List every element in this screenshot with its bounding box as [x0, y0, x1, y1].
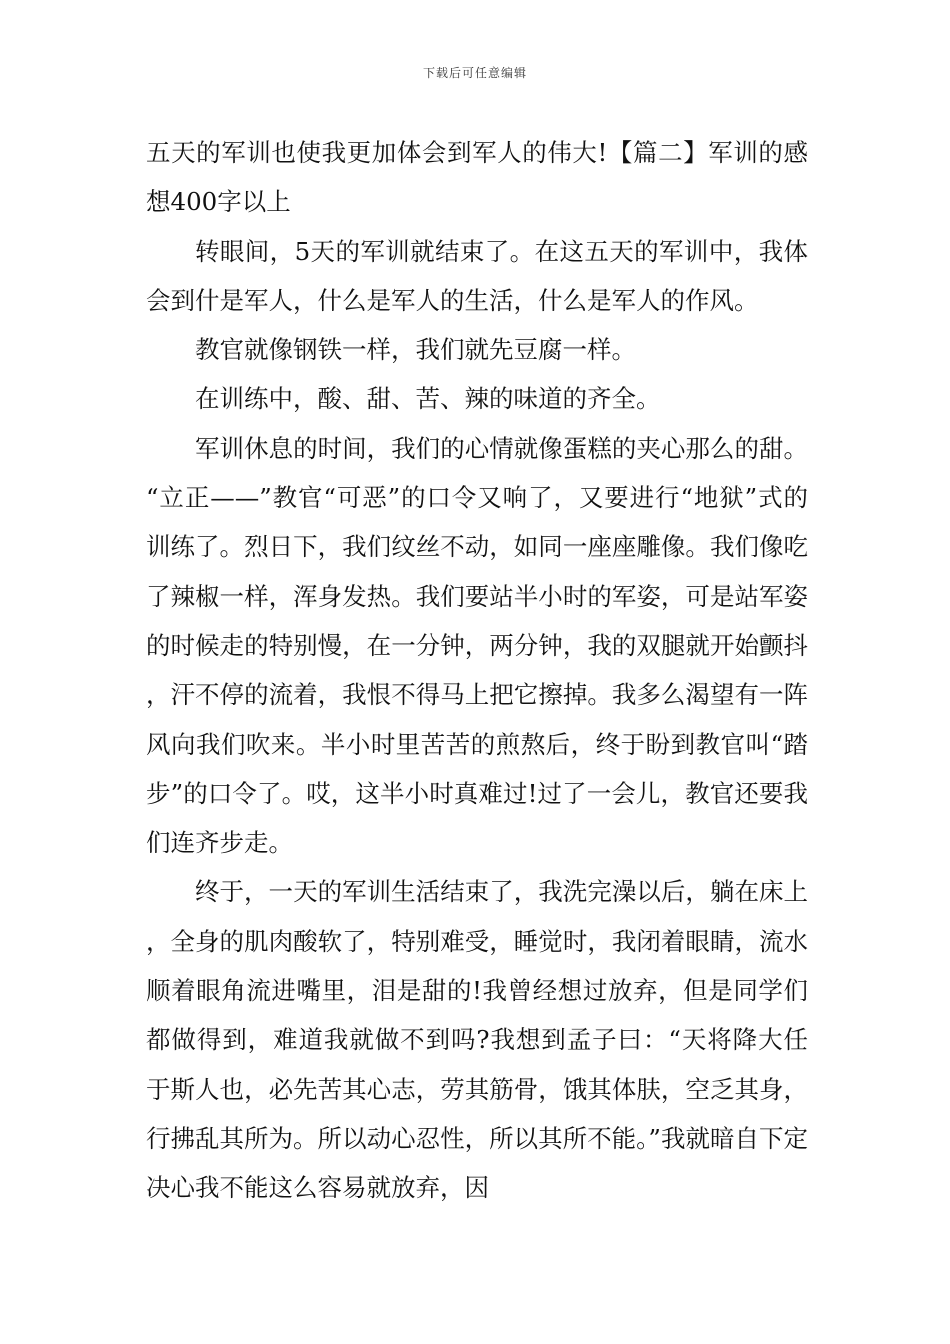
paragraph: 转眼间，5天的军训就结束了。在这五天的军训中，我体会到什是军人，什么是军人的生活，什么是军人的作风。 [146, 236, 808, 315]
document-body [146, 128, 808, 1213]
page-header: 下载后可任意编辑 [422, 66, 527, 80]
paragraph: 军训休息的时间，我们的心情就像蛋糕的夹心那么的甜。“立正——”教官“可恶”的口令又响了，又要进行“地狱”式的训练了。烈日下，我们纹丝不动，如同一座座雕像。我们像吃了辣椒一样，浑身发热。我们要站半小时的军姿，可是站军姿的时候走的特别慢，在一分钟，两分钟，我的双腿就开始颤抖，汗不停的流着，我恨不得马上把它擦掉。我多么渴望有一阵风向我们吹来。半小时里苦苦的煎熬后，终于盼到教官叫“踏步”的口令了。哎，这半小时真难过!过了一会儿，教官还要我们连齐步走。 [146, 433, 808, 858]
paragraph: 在训练中，酸、甜、苦、辣的味道的齐全。 [195, 384, 661, 414]
paragraph: 终于，一天的军训生活结束了，我洗完澡以后，躺在床上，全身的肌肉酸软了，特别难受，睡觉时，我闭着眼睛，流水顺着眼角流进嘴里，泪是甜的!我曾经想过放弃，但是同学们都做得到，难道我就做不到吗?我想到孟子曰：“天将降大任于斯人也，必先苦其心志，劳其筋骨，饿其体肤，空乏其身，行拂乱其所为。所以动心忍性，所以其所不能。”我就暗自下定决心我不能这么容易就放弃，因 [146, 877, 808, 1203]
paragraph: 教官就像钢铁一样，我们就先豆腐一样。 [195, 335, 636, 365]
paragraph: 五天的军训也使我更加体会到军人的伟大!【篇二】军训的感想400字以上 [146, 138, 808, 217]
